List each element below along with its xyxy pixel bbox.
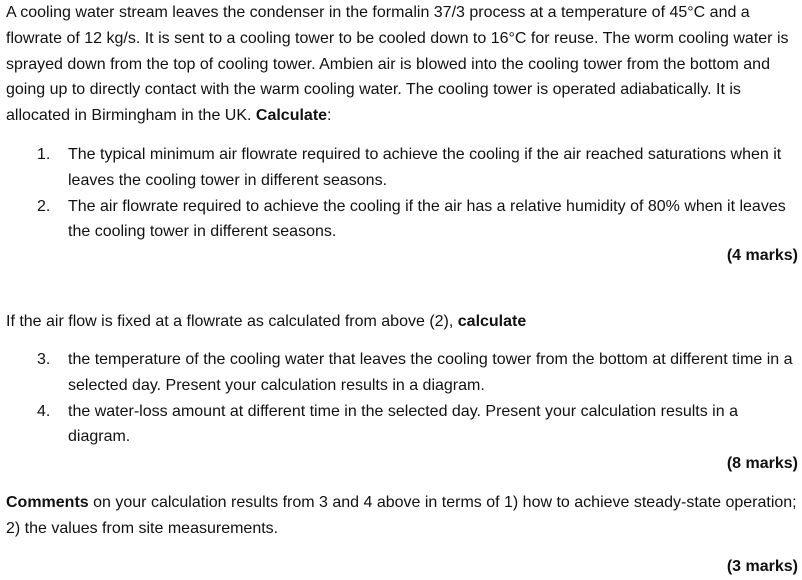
intro-bold-calculate: Calculate [255, 107, 328, 125]
list-item [0, 142, 802, 194]
comments-text: on your calculation results from 3 and 4 above in terms of 1) how to achieve steady-state operation; 2) the values from site measurements. [6, 494, 797, 537]
question-text: the water-loss amount at different time in the selected day. Present your calculation results in a diagram. [68, 402, 738, 446]
question-number: 2. [37, 197, 51, 215]
list-item [0, 194, 802, 246]
question-text: the temperature of the cooling water that leaves the cooling tower from the bottom at different time in a selected day. Present your calculation results in a diagram. [68, 351, 793, 394]
marks-label-part1: (4 marks) [726, 247, 798, 264]
question-number: 1. [37, 146, 51, 163]
list-item [0, 399, 802, 451]
question-list-part1 [0, 142, 802, 245]
question-text: The typical minimum air flowrate required to achieve the cooling if the air reached saturations when it leaves the cooling tower in different seasons. [68, 146, 782, 189]
question-text: The air flowrate required to achieve the cooling if the air has a relative humidity of 80% when it leaves the cooling tower in different seasons. [68, 197, 786, 241]
question-number: 4. [37, 402, 51, 420]
intro-tail: : [327, 107, 332, 125]
question-number: 3. [37, 351, 51, 368]
question-list-part2 [0, 347, 802, 450]
comments-paragraph [6, 490, 798, 542]
list-item [0, 347, 802, 399]
marks-label-part2: (8 marks) [726, 455, 798, 472]
part2-text: If the air flow is fixed at a flowrate as calculated from above (2), [6, 313, 458, 330]
part2-paragraph [6, 309, 798, 335]
part2-bold-calculate: calculate [457, 313, 527, 330]
intro-paragraph [6, 0, 798, 129]
marks-label-part3: (3 marks) [726, 558, 798, 575]
intro-text: A cooling water stream leaves the condenser in the formalin 37/3 process at a temperature of 45°C and a flowrate of 12 kg/s. It is sent to a cooling tower to be cooled down to 16°C for reuse. The worm cooling water is sprayed down from the top of cooling tower. Ambien air is blowed into the cooling tower from the bottom and going up to directly contact with the warm cooling water. The cooling tower is operated adiabatically. It is allocated in Birmingham in the UK. [6, 4, 789, 125]
comments-bold: Comments [6, 494, 89, 511]
